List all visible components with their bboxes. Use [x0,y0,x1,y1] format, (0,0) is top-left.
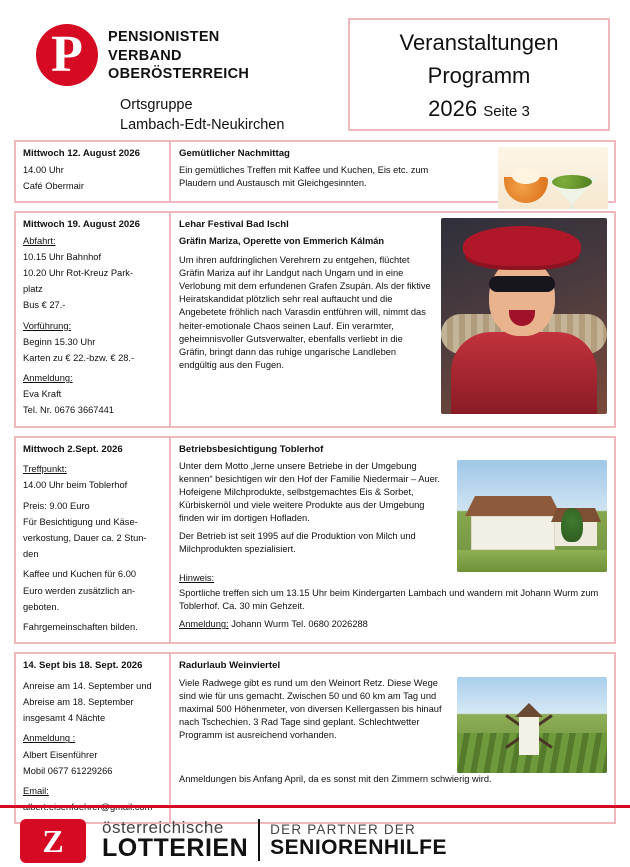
org-line-1: PENSIONISTEN [108,29,220,45]
page-number: Seite 3 [483,103,530,120]
event-paragraph: Anmeldungen bis Anfang April, da es sonst mit den Zimmern schwierig wird. [179,773,492,784]
ortsgruppe-block [120,96,284,135]
performance-label: Vorführung: [23,320,72,331]
event-details-column [16,142,171,201]
price-line: Preis: 9.00 Euro [23,500,90,511]
bus-price: Bus € 27.- [23,300,66,311]
arrival-line: Anreise am 14. September und [23,680,152,691]
opera-singer-photo [441,218,607,414]
extra-offer: Kaffee und Kuchen für 6.00 [23,569,137,580]
contact-phone: Tel. Nr. 0676 3667441 [23,405,114,416]
event-description-column [171,142,614,201]
lotterien-logo-icon [20,819,86,863]
event-location: Café Obermair [23,180,84,191]
meeting-point: 14.00 Uhr beim Toblerhof [23,480,128,491]
registration-label: Anmeldung: [23,373,73,384]
price-detail: Für Besichtigung und Käse- [23,516,138,527]
price-detail: verkostung, Dauer ca. 2 Stun- [23,533,147,544]
event-item [14,652,616,824]
registration-label: Anmeldung: [179,619,229,630]
page-title-line-2: Programm [427,63,531,88]
departure-line: 10.20 Uhr Rot-Kreuz Park- [23,267,134,278]
event-paragraph: Unter dem Motto „lerne unsere Betriebe in der Umgebung kennen“ besichtigen wir den Hof der Familie Niedermair – Auer. Hofeigene Milchprodukte, selbstgemachtes Eis & Sorbet, Kürbiskernöl und viele weitere Produkte aus der Umgebung finden wir im dortigen Hofladen. [179,461,440,524]
organisation-name [108,24,249,84]
partner-brand [270,823,447,858]
title-year: 2026 [428,96,478,121]
event-time: 14.00 Uhr [23,164,64,175]
price-detail: den [23,549,39,560]
event-description-column [171,213,614,426]
ortsgruppe-label: Ortsgruppe [120,97,193,113]
footer-brand-block [102,819,447,862]
lotterien-brand [102,819,248,862]
event-date: Mittwoch 12. August 2026 [23,148,140,159]
event-paragraph: Der Betrieb ist seit 1995 auf die Produktion von Milch und Milchprodukten spezialisiert. [179,531,416,555]
event-description-column [171,654,614,822]
partner-line-2: SENIORENHILFE [270,835,448,859]
dessert-and-salad-photo [498,147,608,209]
departure-label: Abfahrt: [23,235,56,246]
footer-divider [258,819,260,861]
email-label: Email: [23,785,49,796]
ticket-price: Karten zu € 22.-bzw. € 28.- [23,352,135,363]
event-title: Betriebsbesichtigung Toblerhof [179,443,324,455]
hint-text: Sportliche treffen sich um 13.15 Uhr beim Kindergarten Lambach und wandern mit Johann Wurm zum Toblerhof. Ca. 30 min Gehzeit. [179,588,599,612]
farmhouse-photo [457,460,607,572]
event-title: Radurlaub Weinviertel [179,660,281,672]
vineyard-windmill-photo [457,677,607,773]
page-footer [0,805,630,867]
event-item [14,436,616,644]
meeting-point-label: Treffpunkt: [23,464,67,475]
pensionistenverband-logo-icon [36,24,98,86]
page-header [0,0,630,140]
ortsgruppe-name: Lambach-Edt-Neukirchen [120,116,285,133]
page-title-line-1: Veranstaltungen [399,30,559,55]
brand-line-1: österreichische [102,818,224,838]
lotterien-logo-letter: Z [42,822,64,859]
extra-offer: geboten. [23,601,60,612]
contact-name: Albert Eisenführer [23,749,98,760]
departure-line: 10.15 Uhr Bahnhof [23,251,102,262]
event-paragraph: Um ihren aufdringlichen Verehrern zu entgehen, flüchtet Gräfin Mariza auf ihr Landgut nach Ungarn und in eine Verlobung mit dem erfundenen Grafen Zsupán. Als der fiktive Heiratskandidat plötzlich sehr real auftaucht und die Angebetete fröhlich nach Varasdin entführen will, nimmt das heiter-emotionale Chaos seinen Lauf. Ein verarmter, geheimnisvoller Gutsverwalter, ebenfalls verliebt in die Gräfin, bringt dann das ruhige ungarische Landleben endgültig aus den Fugen. [179,255,431,370]
event-paragraph: Ein gemütliches Treffen mit Kaffee und Kuchen, Eis etc. zum Plaudern und Austausch mit Gleichgesinnten. [179,165,429,189]
performance-line: Beginn 15.30 Uhr [23,336,96,347]
page-title-box [348,18,610,131]
nights-line: insgesamt 4 Nächte [23,713,106,724]
registration-label: Anmeldung : [23,733,76,744]
event-details-column [16,213,171,426]
event-subtitle: Gräfin Mariza, Operette von Emmerich Kálmán [179,236,385,247]
brand-line-2: LOTTERIEN [102,834,249,863]
carpool-note: Fahrgemeinschaften bilden. [23,621,138,632]
org-line-2: VERBAND [108,47,182,64]
org-line-3: OBERÖSTERREICH [108,66,250,83]
event-date: Mittwoch 2.Sept. 2026 [23,443,123,455]
hint-label: Hinweis: [179,573,215,584]
event-item [14,211,616,428]
event-details-column [16,654,171,822]
event-title: Lehar Festival Bad Ischl [179,218,289,230]
departure-line: Abreise am 18. September [23,696,134,707]
events-list [0,140,630,824]
event-details-column [16,438,171,642]
organisation-logo-block [14,10,344,86]
contact-name: Eva Kraft [23,389,62,400]
contact-mobile: Mobil 0677 61229266 [23,765,113,776]
event-date: 14. Sept bis 18. Sept. 2026 [23,660,143,672]
partner-line-1: DER PARTNER DER [270,821,416,837]
event-title: Gemütlicher Nachmittag [179,148,290,159]
event-description-column [171,438,614,642]
contact-email[interactable]: albert.eisenfuehrer@gmail.com [23,802,153,813]
registration-contact: Johann Wurm Tel. 0680 2026288 [231,619,368,630]
event-paragraph: Viele Radwege gibt es rund um den Weinort Retz. Diese Wege sind wie für uns gemacht. Zwischen 50 und 60 km am Tag und maximal 500 Höhenmeter, von diversen Kellergassen bis hinauf nach Tschechien. 3 Rad Tage sind geplant. Schlechtwetter Programm ist ausreichend vorhanden. [179,677,442,740]
extra-offer: Euro werden zusätzlich an- [23,585,136,596]
event-item [14,140,616,203]
event-date: Mittwoch 19. August 2026 [23,218,140,230]
page-title-line-3 [350,92,608,125]
registration-line [179,618,607,631]
logo-letter: P [51,26,83,83]
departure-line: platz [23,284,43,295]
